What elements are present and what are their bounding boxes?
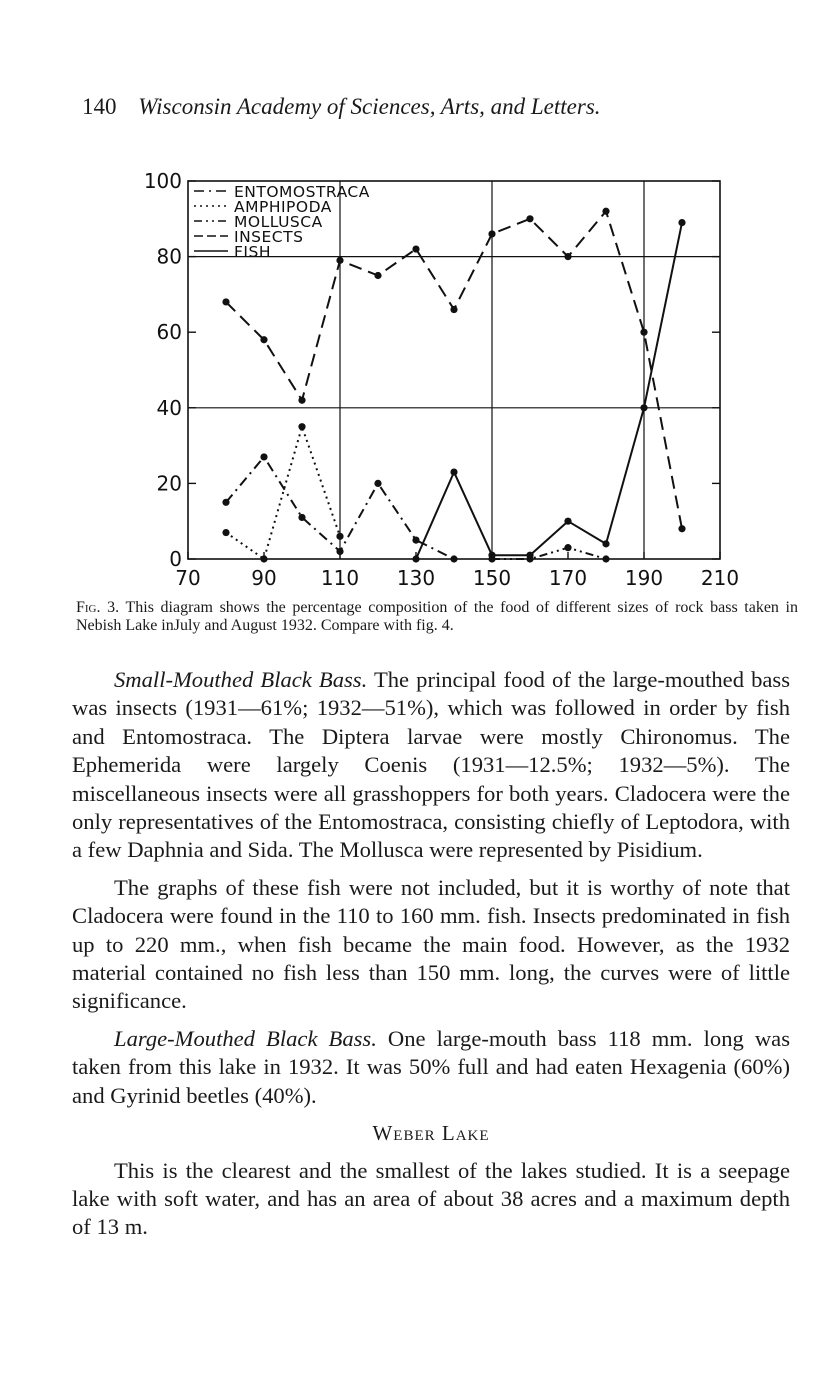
x-tick-label: 150 xyxy=(472,566,512,590)
data-point-insects xyxy=(488,230,495,237)
x-tick-label: 70 xyxy=(175,566,201,590)
series-line-mollusca xyxy=(492,548,606,559)
y-tick-label: 40 xyxy=(156,395,182,420)
data-point-insects xyxy=(336,257,343,264)
data-point-mollusca xyxy=(564,544,571,551)
series-line-amphipoda xyxy=(226,427,340,559)
series-line-insects xyxy=(226,211,682,529)
data-point-entomostraca xyxy=(374,480,381,487)
y-tick-label: 0 xyxy=(169,547,182,571)
paragraph-text: The principal food of the large-mouthed bass was insects (1931—61%; 1932—51%), which was followed in order by fish and Entomostraca. The Diptera larvae were mostly Chironomus. The Ephemerida were largely Coenis (1931—12.5%; 1932—5%). The miscellaneous insects were all grasshoppers for both years. Cladocera were the only representatives of the Entomostraca, consisting chiefly of Leptodora, with a few Daphnia and Sida. The Mollusca were represented by Pisidium. xyxy=(72,667,790,863)
figure-label: Fig. 3. xyxy=(76,599,120,616)
body-text xyxy=(72,666,790,1251)
data-point-insects xyxy=(260,336,267,343)
data-point-entomostraca xyxy=(298,514,305,521)
page-number: 140 xyxy=(82,94,117,119)
paragraph xyxy=(72,874,790,1016)
paragraph-text: One large-mouth bass 118 mm. long was taken from this lake in 1932. It was 50% full and had eaten Hexagenia (60%) and Gyrinid beetles (40%). xyxy=(72,1025,790,1108)
data-point-insects xyxy=(450,306,457,313)
paragraph xyxy=(72,1025,790,1110)
data-point-insects xyxy=(374,272,381,279)
data-point-amphipoda xyxy=(222,529,229,536)
paragraph-text: The graphs of these fish were not included, but it is worthy of note that Cladocera were found in the 110 to 160 mm. fish. Insects predominated in fish up to 220 mm., when fish became the main food. However, as the 1932 material contained no fish less than 150 mm. long, the curves were of little significance. xyxy=(72,874,790,1014)
data-point-insects xyxy=(298,397,305,404)
data-point-entomostraca xyxy=(412,537,419,544)
paragraph xyxy=(72,1157,790,1242)
data-point-insects xyxy=(564,253,571,260)
data-point-fish xyxy=(640,404,647,411)
chart-legend xyxy=(194,183,370,261)
series-layer xyxy=(222,208,685,563)
legend-label: MOLLUSCA xyxy=(234,213,323,231)
data-point-fish xyxy=(526,552,533,559)
data-point-entomostraca xyxy=(450,555,457,562)
legend-label: INSECTS xyxy=(234,228,304,246)
data-point-insects xyxy=(678,525,685,532)
data-point-amphipoda xyxy=(336,533,343,540)
x-tick-label: 130 xyxy=(396,566,436,590)
data-point-insects xyxy=(526,215,533,222)
figure-caption xyxy=(76,599,798,635)
y-tick-label: 100 xyxy=(143,169,182,193)
legend-label: AMPHIPODA xyxy=(234,198,332,216)
data-point-insects xyxy=(640,329,647,336)
data-point-fish xyxy=(602,540,609,547)
journal-title: Wisconsin Academy of Sciences, Arts, and Letters. xyxy=(138,94,601,119)
y-tick-label: 20 xyxy=(156,471,182,496)
legend-label: ENTOMOSTRACA xyxy=(234,183,370,201)
data-point-fish xyxy=(678,219,685,226)
y-tick-label: 80 xyxy=(156,244,182,269)
data-point-fish xyxy=(564,518,571,525)
paragraph-heading: Small-Mouthed Black Bass. xyxy=(114,667,368,692)
data-point-fish xyxy=(450,468,457,475)
section-title: Weber Lake xyxy=(372,1121,490,1146)
data-point-amphipoda xyxy=(298,423,305,430)
data-point-entomostraca xyxy=(260,453,267,460)
paragraph xyxy=(72,666,790,865)
food-composition-chart xyxy=(143,160,760,598)
data-point-insects xyxy=(602,208,609,215)
paragraph-heading: Large-Mouthed Black Bass. xyxy=(114,1025,377,1051)
paragraph-text: This is the clearest and the smallest of the lakes studied. It is a seepage lake with soft water, and has an area of about 38 acres and a maximum depth of 13 m. xyxy=(72,1157,790,1240)
figure-caption-text: This diagram shows the percentage composition of the food of different sizes of rock bass taken in Nebish Lake inJuly and August 1932. Compare with fig. 4. xyxy=(76,599,798,634)
data-point-insects xyxy=(222,298,229,305)
series-line-fish xyxy=(416,223,682,559)
x-tick-label: 190 xyxy=(624,566,664,590)
data-point-insects xyxy=(412,245,419,252)
data-point-entomostraca xyxy=(222,499,229,506)
x-tick-label: 170 xyxy=(548,566,588,590)
x-tick-label: 210 xyxy=(700,566,740,590)
x-tick-label: 90 xyxy=(251,566,277,590)
data-point-mollusca xyxy=(602,555,609,562)
y-tick-label: 60 xyxy=(156,320,182,345)
running-head xyxy=(82,94,742,120)
x-tick-label: 110 xyxy=(320,566,360,590)
legend-label: FISH xyxy=(234,243,271,261)
